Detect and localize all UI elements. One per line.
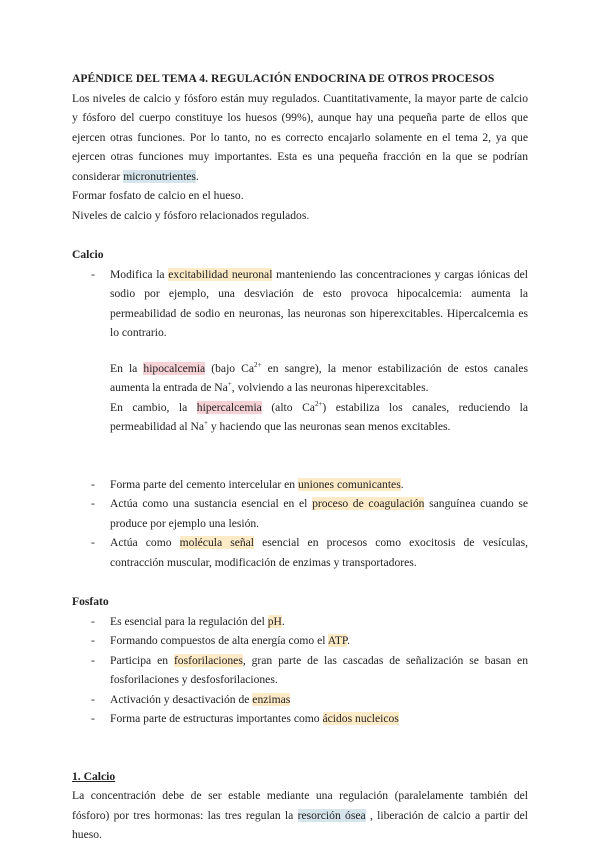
list-item-text: , gran parte de las cascadas de señalización se basan en fosforilaciones y desfosforilaciones. — [110, 653, 529, 686]
paragraph-text: ) estabiliza los canales, reduciendo la permeabilidad al Na — [110, 400, 528, 433]
paragraph-text: La concentración debe de ser estable mediante una regulación (paralelamente también del fósforo) por tres hormonas: las tres regulan la — [72, 789, 528, 822]
highlight-enzimas: enzimas — [252, 692, 291, 706]
dash-bullet: - — [91, 477, 95, 491]
superscript: 2+ — [254, 360, 262, 369]
list-item — [72, 651, 528, 690]
list-item-text: Actúa como — [110, 536, 180, 549]
list-item-text: Forma parte del cemento intercelular en — [110, 477, 298, 491]
paragraph-text: (bajo Ca — [205, 361, 255, 375]
hipercalcemia-paragraph — [72, 398, 528, 437]
calcio-list-a — [72, 265, 528, 343]
dash-bullet: - — [91, 267, 95, 281]
highlight-resorcion-osea: resorción ósea — [297, 808, 366, 822]
list-item — [72, 533, 528, 572]
highlight-coagulacion: proceso de coagulación — [312, 497, 425, 510]
list-item-text: . — [400, 477, 404, 491]
superscript: + — [204, 419, 208, 427]
dash-bullet: - — [91, 712, 95, 725]
list-item-text: Forma parte de estructuras importantes como — [110, 712, 323, 725]
intro-paragraph — [72, 89, 528, 187]
intro-line-niveles: Niveles de calcio y fósforo relacionados regulados. — [72, 208, 310, 222]
highlight-atp: ATP — [327, 634, 348, 647]
dash-bullet: - — [91, 692, 95, 706]
paragraph-text: , liberación de calcio a partir del hueso. — [72, 808, 529, 841]
list-item — [72, 690, 528, 710]
list-item-text: Modifica la — [110, 267, 169, 281]
section-heading-1-calcio: 1. Calcio — [72, 769, 116, 783]
list-item — [72, 265, 528, 343]
page-title: APÉNDICE DEL TEMA 4. REGULACIÓN ENDOCRINA DE OTROS PROCESOS — [72, 72, 495, 85]
highlight-hipercalcemia: hipercalcemia — [196, 400, 262, 414]
highlight-hipocalcemia: hipocalcemia — [143, 361, 206, 375]
list-item-text: Es esencial para la regulación del — [110, 614, 268, 628]
highlight-uniones: uniones comunicantes — [298, 477, 401, 491]
list-item-text: Activación y desactivación de — [110, 692, 253, 706]
paragraph-text: En la — [110, 361, 144, 375]
intro-line-fosfato: Formar fosfato de calcio en el hueso. — [72, 189, 244, 202]
dash-bullet: - — [91, 614, 95, 628]
list-item-text: esencial en procesos como exocitosis de vesículas, contracción muscular, modificación de enzimas y transportadores. — [110, 536, 528, 569]
calcio-list-b — [72, 475, 528, 573]
list-item-text: Actúa como una sustancia esencial en el — [110, 497, 313, 510]
dash-bullet: - — [91, 536, 95, 549]
list-item — [72, 494, 528, 533]
paragraph-text: (alto Ca — [261, 400, 315, 414]
hipocalcemia-paragraph — [72, 359, 528, 398]
paragraph-text: , volviendo a las neuronas hiperexcitables. — [231, 381, 429, 394]
list-item-text: manteniendo las concentraciones y cargas iónicas del sodio por ejemplo, una desviación de esto provoca hipocalcemia: aumenta la permeabilidad de sodio en neuronas, las neuronas son hiperexcitables. Hipercalcemia es lo contrario. — [110, 267, 528, 339]
document-body — [72, 69, 528, 845]
list-item — [72, 475, 528, 495]
highlight-molecula-senal: molécula señal — [179, 536, 255, 549]
dash-bullet: - — [91, 497, 95, 510]
list-item-text: . — [347, 634, 351, 647]
paragraph-text: en sangre), la menor estabilización de estos canales aumenta la entrada de Na — [110, 361, 528, 394]
section-heading-calcio: Calcio — [72, 248, 104, 261]
list-item-text: Formando compuestos de alta energía como el — [110, 634, 328, 647]
list-item — [72, 709, 528, 729]
superscript: 2+ — [314, 399, 323, 408]
list-item — [72, 612, 528, 632]
dash-bullet: - — [91, 653, 95, 667]
highlight-ph: pH — [267, 614, 282, 628]
list-item-text: Participa en — [110, 653, 174, 667]
dash-bullet: - — [91, 634, 95, 647]
highlight-excitabilidad: excitabilidad neuronal — [168, 267, 273, 281]
list-item — [72, 631, 528, 651]
section1-paragraph — [72, 786, 528, 845]
highlight-micronutrientes: micronutrientes — [123, 169, 196, 183]
intro-text-end: . — [195, 169, 199, 183]
superscript: + — [227, 380, 232, 388]
paragraph-text: y haciendo que las neuronas sean menos excitables. — [207, 420, 451, 433]
list-item-text: sanguínea cuando se produce por ejemplo una lesión. — [110, 497, 528, 530]
highlight-acidos-nucleicos: ácidos nucleicos — [322, 712, 399, 725]
intro-text: Los niveles de calcio y fósforo están muy regulados. Cuantitativamente, la mayor parte de calcio y fósforo del cuerpo constituye los huesos (99%), aunque hay una pequeña parte de ellos que ejercen otras funciones. Por lo tanto, no es correcto encajarlo solamente en el tema 2, ya que ejercen otras funciones muy importantes. Esta es una pequeña fracción en la que se podrían considerar — [72, 91, 528, 183]
list-item-text: . — [281, 614, 285, 628]
section-heading-fosfato: Fosfato — [72, 595, 109, 608]
highlight-fosforilaciones: fosforilaciones — [173, 653, 243, 667]
fosfato-list — [72, 612, 528, 729]
paragraph-text: En cambio, la — [110, 400, 197, 414]
